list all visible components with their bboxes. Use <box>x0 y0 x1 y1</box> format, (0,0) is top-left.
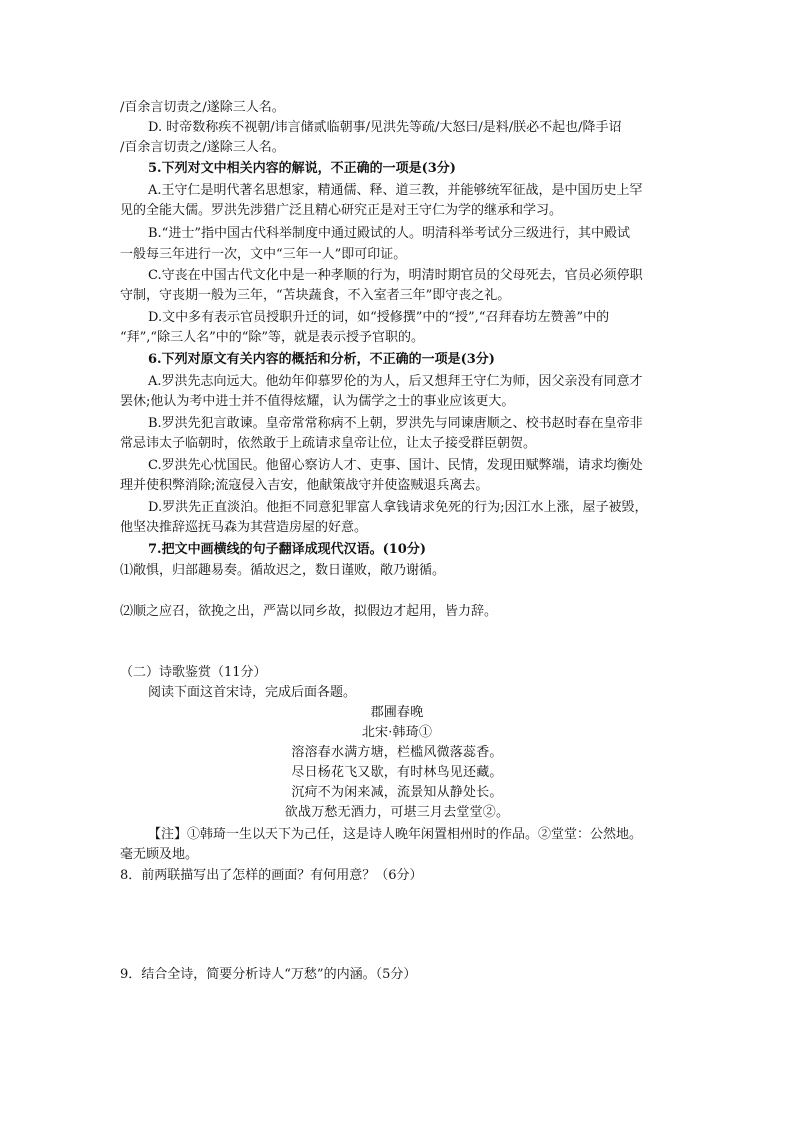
q5-option-d-line-2: “拜”,“除三人名”中的“除”等，就是表示授予官职的。 <box>120 330 425 345</box>
poem-title: 郡圃春晚 <box>370 705 424 720</box>
q7-sentence-2: ⑵顺之应召，欲挽之出，严嵩以同乡故，拟假边才起用，皆力辞。 <box>120 604 498 619</box>
q6-option-c-line-1: C.罗洪先心忧国民。他留心察访人才、吏事、国计、民情，发现田赋弊端，请求均衡处 <box>148 458 643 473</box>
q5-option-a-line-2: 见的全能大儒。罗洪先涉猎广泛且精心研究正是对王守仁为学的继承和学习。 <box>120 203 563 218</box>
poem-line-1: 溶溶春水满方塘，栏槛风微落蕊香。 <box>291 745 503 760</box>
poem-note-line-2: 毫无顾及地。 <box>120 847 199 862</box>
question-5-title: 5.下列对文中相关内容的解说，不正确的一项是(3分) <box>148 161 456 176</box>
q6-option-a-line-1: A.罗洪先志向远大。他幼年仰慕罗伦的为人，后又想拜王守仁为师，因父亲没有同意才 <box>148 374 643 389</box>
option-d-line-2: /百余言切责之/遂除三人名。 <box>120 140 285 155</box>
poem-intro: 阅读下面这首宋诗，完成后面各题。 <box>148 685 357 700</box>
q6-option-a-line-2: 罢休;他认为考中进士并不值得炫耀，认为儒学之士的事业应该更大。 <box>120 394 515 409</box>
poem-line-3: 沉疴不为闲来减，流景知从静处长。 <box>291 785 503 800</box>
q5-option-a-line-1: A.王守仁是明代著名思想家，精通儒、释、道三教，并能够统军征战，是中国历史上罕 <box>148 183 643 198</box>
q5-option-b-line-2: 一般每三年进行一次，文中“三年一人”即可印证。 <box>120 247 407 262</box>
q6-option-b-line-1: B.罗洪先犯言敢谏。皇帝常常称病不上朝，罗洪先与同谏唐顺之、校书赵时春在皇帝非 <box>148 416 643 431</box>
option-d-line-1: D. 时帝数称疾不视朝/讳言储贰临朝事/见洪先等疏/大怒曰/是料/朕必不起也/降手诏 <box>148 120 622 135</box>
q5-option-c-line-2: 守制，守丧期一般为三年，“苫块蔬食，不入室者三年”即守丧之礼。 <box>120 288 511 303</box>
q6-option-d-line-1: D.罗洪先正直淡泊。他拒不同意犯罪富人拿钱请求免死的行为;因江水上涨，屋子被毁， <box>148 500 648 515</box>
q6-option-d-line-2: 他坚决推辞巡抚马森为其营造房屋的好意。 <box>120 520 368 535</box>
question-9: 9．结合全诗，简要分析诗人“万愁”的内涵。（5分） <box>120 967 417 982</box>
question-6-title: 6.下列对原文有关内容的概括和分析，不正确的一项是(3分) <box>148 352 495 367</box>
q5-option-c-line-1: C.守丧在中国古代文化中是一种孝顺的行为，明清时期官员的父母死去，官员必须停职 <box>148 268 643 283</box>
question-7-title: 7.把文中画横线的句子翻译成现代汉语。(10分) <box>148 542 426 557</box>
q7-sentence-1: ⑴敞惧，归部趣易奏。循故迟之，数日谨败，敞乃谢循。 <box>120 563 446 578</box>
q6-option-c-line-2: 理并使积弊消除;流寇侵入吉安，他献策战守并使盗贼退兵离去。 <box>120 478 489 493</box>
q6-option-b-line-2: 常忌讳太子临朝时，依然敢于上疏请求皇帝让位，让太子接受群臣朝贺。 <box>120 436 537 451</box>
poem-note-line-1: 【注】①韩琦一生以天下为己任，这是诗人晚年闲置相州时的作品。②堂堂：公然地。 <box>148 827 643 842</box>
q5-option-b-line-1: B.“进士”指中国古代科举制度中通过殿试的人。明清科举考试分三级进行，其中殿试 <box>148 226 630 241</box>
section-2-heading: （二）诗歌鉴赏（11分） <box>120 665 267 680</box>
poem-author: 北宋·韩琦① <box>361 725 433 740</box>
question-8: 8．前两联描写出了怎样的画面？有何用意？（6分） <box>120 868 423 883</box>
q5-option-d-line-1: D.文中多有表示官员授职升迁的词，如“授修撰”中的“授”,“召拜春坊左赞善”中的 <box>148 310 610 325</box>
text-line: /百余言切责之/遂除三人名。 <box>120 100 285 115</box>
poem-line-4: 欲战万愁无酒力，可堪三月去堂堂②。 <box>284 805 510 820</box>
poem-line-2: 尽日杨花飞又歇，有时林鸟见还藏。 <box>291 765 503 780</box>
